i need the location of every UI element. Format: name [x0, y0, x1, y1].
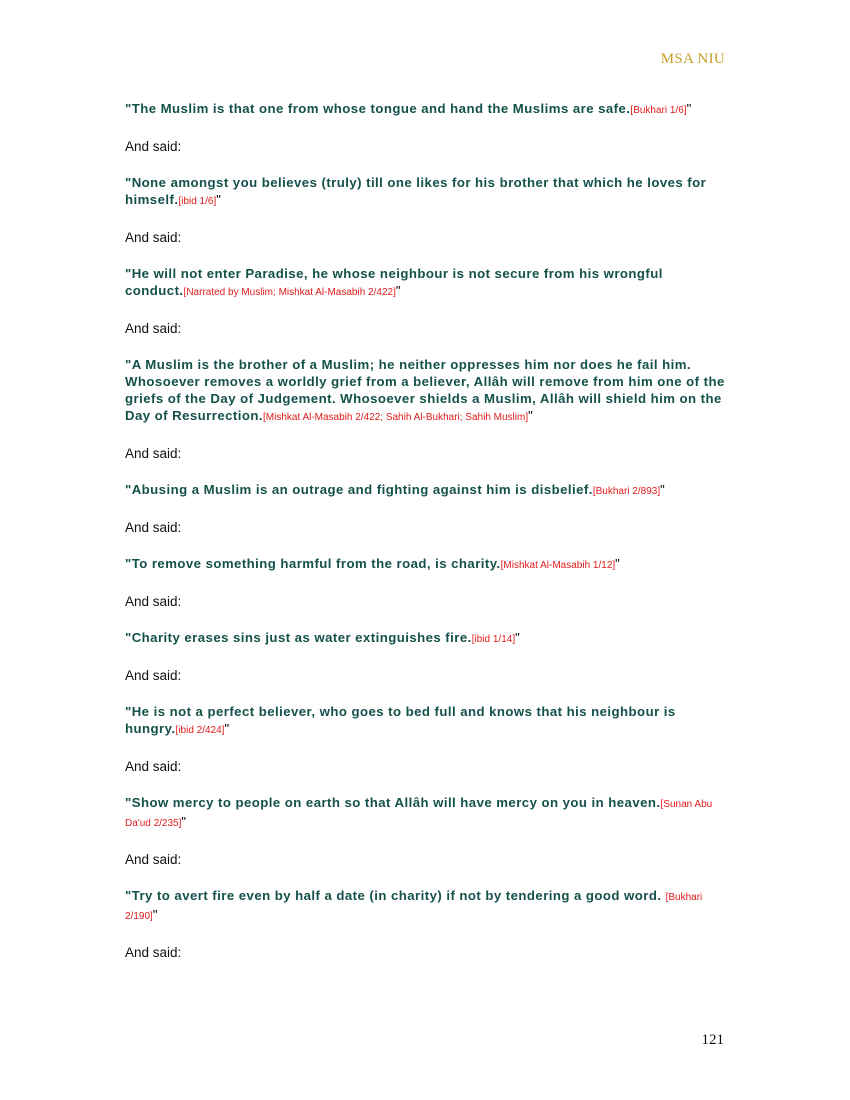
connector-text: And said:	[125, 852, 182, 867]
hadith-quote: "He will not enter Paradise, he whose neighbour is not secure from his wrongful conduct.[Narrated by Muslim; Mishkat Al-Masabih 2/422]"	[125, 266, 663, 298]
hadith-reference: [Bukhari 1/6]	[630, 105, 687, 116]
connector-text: And said:	[125, 446, 182, 461]
hadith-quote: "He is not a perfect believer, who goes to bed full and knows that his neighbour is hungry.[ibid 2/424]"	[125, 704, 676, 736]
connector-text: And said:	[125, 668, 182, 683]
hadith-reference: [Bukhari 2/190]	[125, 892, 703, 922]
hadith-quote: "The Muslim is that one from whose tongue and hand the Muslims are safe.[Bukhari 1/6]"	[125, 101, 692, 116]
connector-text: And said:	[125, 945, 182, 960]
connector-text: And said:	[125, 321, 182, 336]
hadith-reference: [Narrated by Muslim; Mishkat Al-Masabih 2/422]	[183, 287, 396, 298]
connector-text: And said:	[125, 520, 182, 535]
connector-text: And said:	[125, 139, 182, 154]
hadith-reference: [ibid 1/14]	[471, 634, 516, 645]
running-header: MSA NIU	[660, 51, 725, 67]
hadith-quote: "Abusing a Muslim is an outrage and fighting against him is disbelief.[Bukhari 2/893]"	[125, 482, 666, 497]
hadith-quote: "A Muslim is the brother of a Muslim; he neither oppresses him nor does he fail him. Whosoever removes a worldly grief from a believer, Allâh will remove from him one of the griefs of the Day of Judgement. Whosoever shields a Muslim, Allâh will shield him on the Day of Resurrection.[Mishkat Al-Masabih 2/422; Sahih Al-Bukhari; Sahih Muslim]"	[125, 357, 725, 423]
hadith-reference: [Bukhari 2/893]	[592, 486, 661, 497]
connector-text: And said:	[125, 230, 182, 245]
hadith-reference: [ibid 1/6]	[178, 196, 217, 207]
hadith-reference: [Sunan Abu Da'ud 2/235]	[125, 799, 713, 829]
page-body	[125, 100, 725, 961]
hadith-reference: [Mishkat Al-Masabih 1/12]	[500, 560, 616, 571]
page-number: 121	[701, 1032, 724, 1048]
hadith-quote: "Show mercy to people on earth so that Allâh will have mercy on you in heaven.[Sunan Abu Da'ud 2/235]"	[125, 795, 713, 829]
hadith-quote: "None amongst you believes (truly) till one likes for his brother that which he loves for himself.[ibid 1/6]"	[125, 175, 707, 207]
hadith-reference: [Mishkat Al-Masabih 2/422; Sahih Al-Bukhari; Sahih Muslim]	[262, 412, 529, 423]
connector-text: And said:	[125, 594, 182, 609]
connector-text: And said:	[125, 759, 182, 774]
hadith-quote: "To remove something harmful from the road, is charity.[Mishkat Al-Masabih 1/12]"	[125, 556, 621, 571]
hadith-reference: [ibid 2/424]	[175, 725, 225, 736]
hadith-quote: "Try to avert fire even by half a date (in charity) if not by tendering a good word. [Bukhari 2/190]"	[125, 888, 703, 922]
hadith-quote: "Charity erases sins just as water extinguishes fire.[ibid 1/14]"	[125, 630, 521, 645]
